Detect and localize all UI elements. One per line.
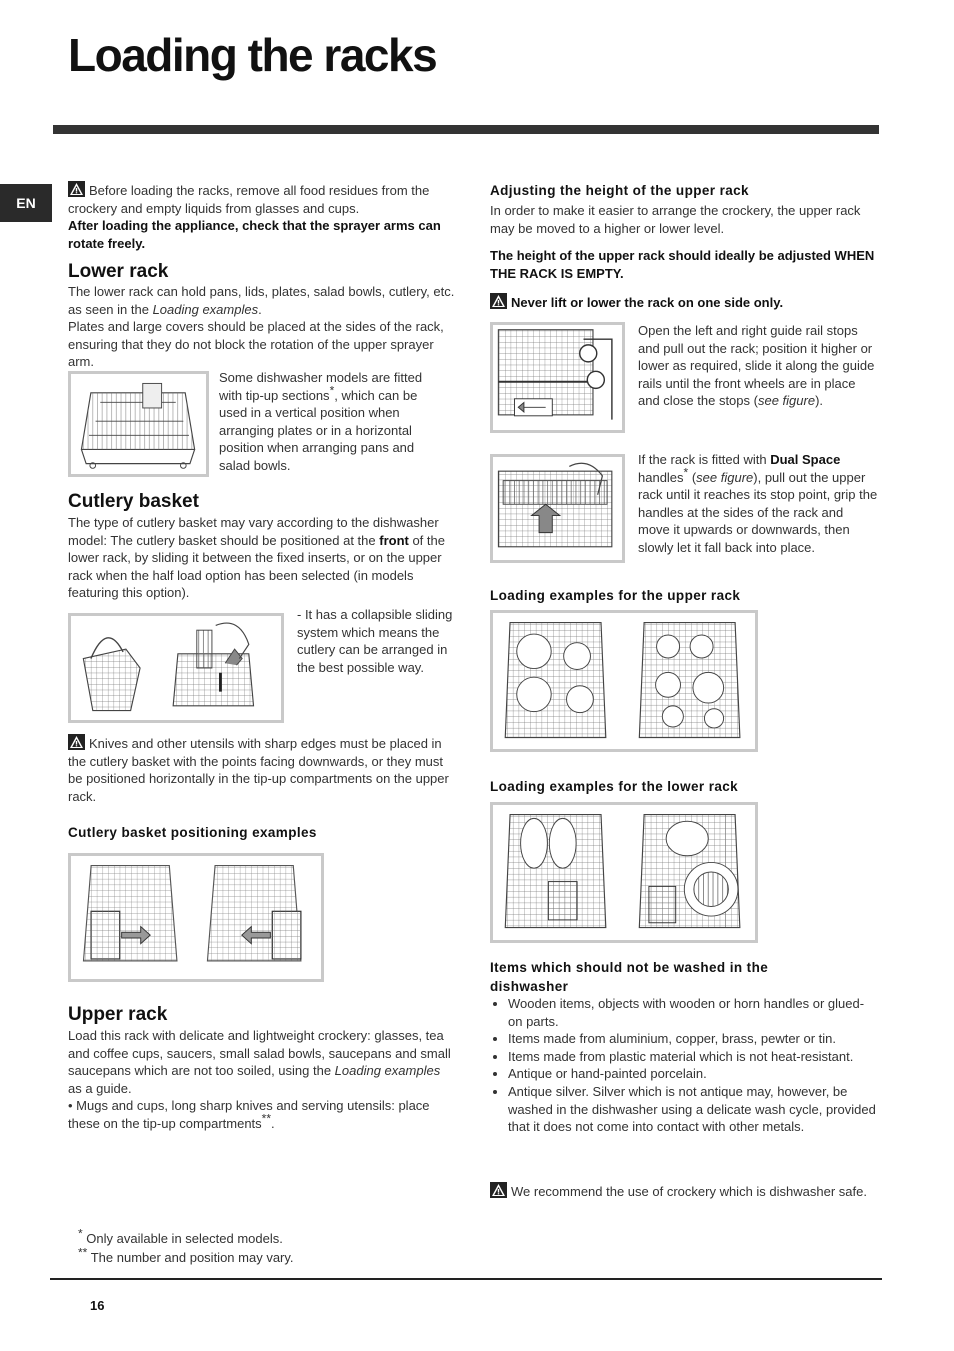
page-number: 16 bbox=[90, 1298, 105, 1313]
not-washed-heading: Items which should not be washed in the dishwasher bbox=[490, 960, 769, 994]
not-washed-item: • Items made from aluminium, copper, brass, pewter or tin. bbox=[508, 1030, 878, 1048]
cutlery-positioning-figure bbox=[68, 853, 324, 982]
not-washed-item: • Antique silver. Silver which is not antique may, however, be washed in the dishwasher using a delicate wash cycle, provided that it does not come into contact with other metals. bbox=[508, 1083, 878, 1136]
warning-triangle-icon bbox=[68, 734, 85, 750]
dual-space-figure bbox=[490, 454, 625, 563]
title-divider bbox=[53, 125, 879, 134]
recommend-note: We recommend the use of crockery which is dishwasher safe. bbox=[490, 1182, 878, 1201]
cutlery-basket-text: The type of cutlery basket may vary according to the dishwasher model: The cutlery basket should be positioned at the front of the lower rack, by sliding it between the fixed inserts, or on the upper rack when the half load option has been selected (in models featuring this option). bbox=[68, 515, 445, 601]
lower-rack-loading-figure bbox=[490, 802, 758, 943]
not-washed-item: • Antique or hand-painted porcelain. bbox=[508, 1065, 878, 1083]
footnote-1: * Only available in selected models. bbox=[78, 1226, 283, 1246]
lower-rack-figure bbox=[68, 371, 209, 477]
adjusting-heading: Adjusting the height of the upper rack bbox=[490, 183, 749, 198]
guide-rail-figure bbox=[490, 322, 625, 433]
language-tab: EN bbox=[0, 184, 52, 222]
dual-space-text: If the rack is fitted with Dual Space handles* (see figure), pull out the upper rack until it reaches its stop point, grip the handles at the sides of the rack and move it upwards or downwards, then slowly let it fall back into place. bbox=[638, 452, 878, 555]
cutlery-basket-figure bbox=[68, 613, 284, 723]
intro-text: Before loading the racks, remove all food residues from the crockery and empty liquids from glasses and cups. After loading the appliance, check that the sprayer arms can rotate freely. bbox=[68, 181, 454, 252]
tip-up-sections-text: Some dishwasher models are fitted with tip-up sections*, which can be used in a vertical position when arranging plates or in a horizontal position when arranging pans and salad bowls. bbox=[219, 370, 423, 473]
intro-bold: After loading the appliance, check that the sprayer arms can rotate freely. bbox=[68, 218, 441, 251]
warning-triangle-icon bbox=[490, 1182, 507, 1198]
lower-loading-heading: Loading examples for the lower rack bbox=[490, 779, 739, 794]
not-washed-list bbox=[490, 995, 878, 1136]
not-washed-item: • Wooden items, objects with wooden or horn handles or glued-on parts. bbox=[508, 995, 878, 1030]
page-title: Loading the racks bbox=[68, 29, 437, 81]
upper-loading-heading: Loading examples for the upper rack bbox=[490, 588, 741, 603]
warning-triangle-icon bbox=[68, 181, 85, 197]
lower-rack-heading: Lower rack bbox=[68, 261, 169, 282]
sharp-utensils-warning: Knives and other utensils with sharp edges must be placed in the cutlery basket with the points facing downwards, or they must be positioned horizontally in the tip-up compartments on the upper rack. bbox=[68, 736, 449, 804]
footnote-2: ** The number and position may vary. bbox=[78, 1245, 294, 1265]
collapsible-system-text: - It has a collapsible sliding system which means the cutlery can be arranged in the best possible way. bbox=[297, 607, 453, 675]
upper-rack-heading: Upper rack bbox=[68, 1004, 168, 1025]
cutlery-positioning-heading: Cutlery basket positioning examples bbox=[68, 825, 317, 840]
footer-divider bbox=[50, 1278, 882, 1280]
warning-triangle-icon bbox=[490, 293, 507, 309]
guide-rail-text: Open the left and right guide rail stops and pull out the rack; position it higher or lower as required, slide it along the guide rails until the front wheels are in place and close the stops (see figure). bbox=[638, 323, 875, 409]
adjust-empty-note: The height of the upper rack should ideally be adjusted WHEN THE RACK IS EMPTY. bbox=[490, 248, 875, 281]
upper-rack-text: Load this rack with delicate and lightweight crockery: glasses, tea and coffee cups, saucers, small salad bowls, saucepans and small saucepans which are not too soiled, using the Loading examples as a guide. • Mugs and cups, long sharp knives and serving utensils: place these on the tip-up compartments**. bbox=[68, 1028, 451, 1131]
cutlery-basket-heading: Cutlery basket bbox=[68, 491, 199, 512]
adjusting-text: In order to make it easier to arrange the crockery, the upper rack may be moved to a higher or lower level. bbox=[490, 203, 861, 236]
upper-rack-loading-figure bbox=[490, 610, 758, 752]
not-washed-item: • Items made from plastic material which is not heat-resistant. bbox=[508, 1048, 878, 1066]
one-side-warning: Never lift or lower the rack on one side only. bbox=[490, 293, 876, 312]
lower-rack-text: The lower rack can hold pans, lids, plates, salad bowls, cutlery, etc. as seen in the Loading examples. Plates and large covers should be placed at the sides of the rack, ensuring that they do not block the rotation of the upper sprayer arm. bbox=[68, 284, 455, 370]
footnotes bbox=[78, 1226, 458, 1267]
